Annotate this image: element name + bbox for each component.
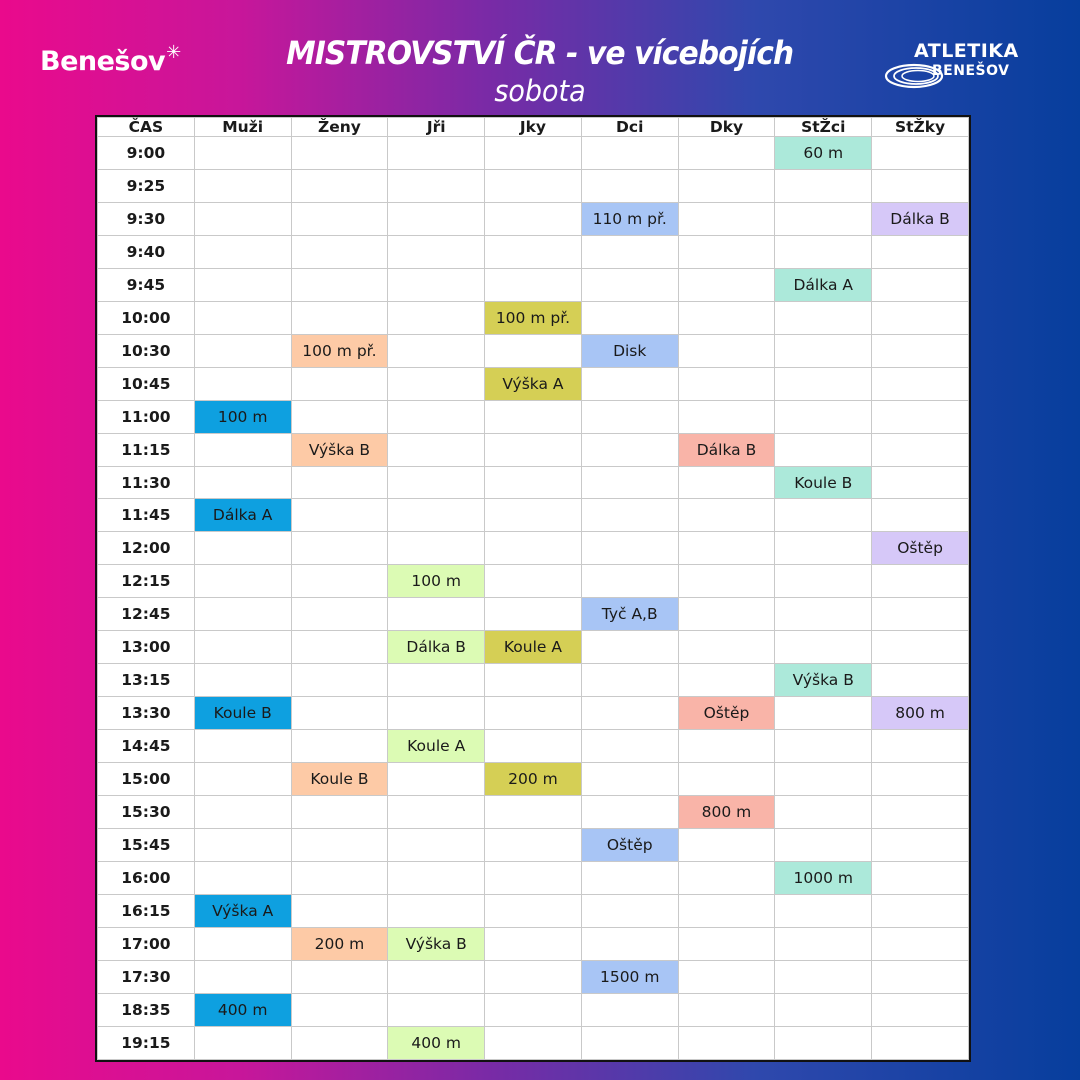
time-cell: 10:45 bbox=[98, 367, 195, 400]
empty-cell bbox=[872, 137, 969, 170]
event-cell: 400 m bbox=[194, 993, 291, 1026]
time-cell: 16:15 bbox=[98, 894, 195, 927]
empty-cell bbox=[194, 730, 291, 763]
empty-cell bbox=[388, 137, 485, 170]
empty-cell bbox=[872, 598, 969, 631]
table-row bbox=[98, 829, 969, 862]
empty-cell bbox=[388, 301, 485, 334]
sparkle-icon: ✳ bbox=[166, 42, 181, 63]
time-cell: 9:25 bbox=[98, 169, 195, 202]
empty-cell bbox=[388, 202, 485, 235]
empty-cell bbox=[194, 1026, 291, 1059]
empty-cell bbox=[581, 235, 678, 268]
empty-cell bbox=[291, 664, 388, 697]
empty-cell bbox=[388, 829, 485, 862]
empty-cell bbox=[678, 499, 775, 532]
table-row bbox=[98, 466, 969, 499]
empty-cell bbox=[194, 169, 291, 202]
empty-cell bbox=[194, 565, 291, 598]
time-cell: 9:00 bbox=[98, 137, 195, 170]
empty-cell bbox=[291, 993, 388, 1026]
empty-cell bbox=[775, 894, 872, 927]
time-cell: 10:00 bbox=[98, 301, 195, 334]
empty-cell bbox=[485, 532, 582, 565]
empty-cell bbox=[291, 796, 388, 829]
empty-cell bbox=[775, 993, 872, 1026]
empty-cell bbox=[581, 861, 678, 894]
empty-cell bbox=[678, 466, 775, 499]
empty-cell bbox=[678, 829, 775, 862]
time-cell: 13:15 bbox=[98, 664, 195, 697]
empty-cell bbox=[678, 1026, 775, 1059]
empty-cell bbox=[388, 993, 485, 1026]
atletika-benesov-logo bbox=[884, 40, 1024, 92]
empty-cell bbox=[581, 730, 678, 763]
empty-cell bbox=[775, 169, 872, 202]
empty-cell bbox=[291, 697, 388, 730]
empty-cell bbox=[775, 927, 872, 960]
empty-cell bbox=[291, 400, 388, 433]
time-cell: 9:30 bbox=[98, 202, 195, 235]
empty-cell bbox=[581, 565, 678, 598]
empty-cell bbox=[775, 235, 872, 268]
event-cell: Výška B bbox=[388, 927, 485, 960]
empty-cell bbox=[872, 400, 969, 433]
empty-cell bbox=[775, 960, 872, 993]
benesov-logo-text: Benešov bbox=[40, 46, 166, 77]
empty-cell bbox=[872, 796, 969, 829]
empty-cell bbox=[291, 532, 388, 565]
event-cell: 200 m bbox=[291, 927, 388, 960]
event-cell: 100 m bbox=[388, 565, 485, 598]
event-cell: 200 m bbox=[485, 763, 582, 796]
column-header: Ženy bbox=[291, 118, 388, 137]
empty-cell bbox=[485, 202, 582, 235]
time-cell: 11:30 bbox=[98, 466, 195, 499]
time-cell: 15:00 bbox=[98, 763, 195, 796]
empty-cell bbox=[291, 829, 388, 862]
schedule-body bbox=[98, 137, 969, 1060]
event-cell: 800 m bbox=[678, 796, 775, 829]
empty-cell bbox=[678, 927, 775, 960]
event-cell: Dálka A bbox=[194, 499, 291, 532]
column-header-time: ČAS bbox=[98, 118, 195, 137]
time-cell: 13:30 bbox=[98, 697, 195, 730]
event-cell: Oštěp bbox=[678, 697, 775, 730]
empty-cell bbox=[581, 268, 678, 301]
time-cell: 17:00 bbox=[98, 927, 195, 960]
event-cell: Koule A bbox=[485, 631, 582, 664]
empty-cell bbox=[194, 367, 291, 400]
empty-cell bbox=[775, 400, 872, 433]
column-header: StŽky bbox=[872, 118, 969, 137]
empty-cell bbox=[291, 598, 388, 631]
event-cell: Koule B bbox=[194, 697, 291, 730]
empty-cell bbox=[872, 894, 969, 927]
empty-cell bbox=[291, 499, 388, 532]
empty-cell bbox=[485, 334, 582, 367]
event-cell: Dálka B bbox=[388, 631, 485, 664]
empty-cell bbox=[194, 268, 291, 301]
empty-cell bbox=[485, 861, 582, 894]
empty-cell bbox=[485, 433, 582, 466]
empty-cell bbox=[581, 367, 678, 400]
empty-cell bbox=[678, 993, 775, 1026]
empty-cell bbox=[194, 301, 291, 334]
page-subtitle: sobota bbox=[494, 74, 586, 108]
empty-cell bbox=[485, 137, 582, 170]
empty-cell bbox=[388, 433, 485, 466]
empty-cell bbox=[775, 499, 872, 532]
empty-cell bbox=[581, 796, 678, 829]
empty-cell bbox=[678, 169, 775, 202]
empty-cell bbox=[485, 829, 582, 862]
empty-cell bbox=[581, 169, 678, 202]
empty-cell bbox=[291, 1026, 388, 1059]
empty-cell bbox=[388, 664, 485, 697]
empty-cell bbox=[678, 631, 775, 664]
empty-cell bbox=[581, 532, 678, 565]
empty-cell bbox=[291, 202, 388, 235]
empty-cell bbox=[872, 664, 969, 697]
table-row bbox=[98, 367, 969, 400]
benesov-text: BENEŠOV bbox=[932, 63, 1010, 79]
table-row bbox=[98, 202, 969, 235]
empty-cell bbox=[678, 763, 775, 796]
event-cell: 1500 m bbox=[581, 960, 678, 993]
table-row bbox=[98, 894, 969, 927]
table-row bbox=[98, 137, 969, 170]
table-row bbox=[98, 1026, 969, 1059]
empty-cell bbox=[291, 730, 388, 763]
empty-cell bbox=[678, 960, 775, 993]
event-cell: Dálka B bbox=[872, 202, 969, 235]
empty-cell bbox=[581, 927, 678, 960]
empty-cell bbox=[388, 334, 485, 367]
empty-cell bbox=[872, 433, 969, 466]
empty-cell bbox=[581, 894, 678, 927]
empty-cell bbox=[388, 532, 485, 565]
time-cell: 9:40 bbox=[98, 235, 195, 268]
event-cell: Dálka B bbox=[678, 433, 775, 466]
empty-cell bbox=[485, 499, 582, 532]
empty-cell bbox=[872, 169, 969, 202]
event-cell: Oštěp bbox=[581, 829, 678, 862]
empty-cell bbox=[388, 499, 485, 532]
page-title: MISTROVSTVÍ ČR - ve vícebojích bbox=[286, 34, 794, 72]
time-cell: 12:15 bbox=[98, 565, 195, 598]
empty-cell bbox=[485, 730, 582, 763]
empty-cell bbox=[388, 169, 485, 202]
empty-cell bbox=[581, 137, 678, 170]
empty-cell bbox=[678, 367, 775, 400]
empty-cell bbox=[194, 927, 291, 960]
column-header: Muži bbox=[194, 118, 291, 137]
table-row bbox=[98, 927, 969, 960]
empty-cell bbox=[581, 763, 678, 796]
empty-cell bbox=[485, 235, 582, 268]
table-row bbox=[98, 169, 969, 202]
empty-cell bbox=[194, 861, 291, 894]
empty-cell bbox=[872, 763, 969, 796]
column-header: StŽci bbox=[775, 118, 872, 137]
event-cell: Výška A bbox=[485, 367, 582, 400]
empty-cell bbox=[775, 202, 872, 235]
empty-cell bbox=[775, 532, 872, 565]
table-row bbox=[98, 631, 969, 664]
empty-cell bbox=[581, 499, 678, 532]
empty-cell bbox=[291, 861, 388, 894]
empty-cell bbox=[485, 1026, 582, 1059]
table-row bbox=[98, 235, 969, 268]
empty-cell bbox=[291, 235, 388, 268]
empty-cell bbox=[485, 664, 582, 697]
table-row bbox=[98, 960, 969, 993]
event-cell: Koule A bbox=[388, 730, 485, 763]
empty-cell bbox=[388, 367, 485, 400]
empty-cell bbox=[388, 763, 485, 796]
empty-cell bbox=[194, 532, 291, 565]
empty-cell bbox=[291, 268, 388, 301]
event-cell: Výška A bbox=[194, 894, 291, 927]
empty-cell bbox=[194, 433, 291, 466]
empty-cell bbox=[194, 334, 291, 367]
empty-cell bbox=[678, 202, 775, 235]
table-row bbox=[98, 861, 969, 894]
empty-cell bbox=[194, 137, 291, 170]
empty-cell bbox=[581, 1026, 678, 1059]
column-header: Jři bbox=[388, 118, 485, 137]
empty-cell bbox=[485, 268, 582, 301]
empty-cell bbox=[775, 631, 872, 664]
empty-cell bbox=[775, 730, 872, 763]
empty-cell bbox=[291, 169, 388, 202]
empty-cell bbox=[775, 334, 872, 367]
event-cell: 100 m př. bbox=[291, 334, 388, 367]
time-cell: 11:15 bbox=[98, 433, 195, 466]
empty-cell bbox=[872, 927, 969, 960]
empty-cell bbox=[872, 861, 969, 894]
empty-cell bbox=[485, 400, 582, 433]
empty-cell bbox=[775, 796, 872, 829]
event-cell: 100 m bbox=[194, 400, 291, 433]
table-row bbox=[98, 499, 969, 532]
empty-cell bbox=[194, 664, 291, 697]
empty-cell bbox=[872, 301, 969, 334]
empty-cell bbox=[678, 532, 775, 565]
empty-cell bbox=[678, 861, 775, 894]
table-row bbox=[98, 400, 969, 433]
empty-cell bbox=[775, 367, 872, 400]
empty-cell bbox=[872, 334, 969, 367]
empty-cell bbox=[872, 499, 969, 532]
empty-cell bbox=[581, 631, 678, 664]
empty-cell bbox=[775, 433, 872, 466]
table-row bbox=[98, 763, 969, 796]
empty-cell bbox=[678, 400, 775, 433]
table-row bbox=[98, 796, 969, 829]
event-cell: Koule B bbox=[291, 763, 388, 796]
empty-cell bbox=[775, 301, 872, 334]
empty-cell bbox=[388, 235, 485, 268]
event-cell: Oštěp bbox=[872, 532, 969, 565]
empty-cell bbox=[581, 433, 678, 466]
empty-cell bbox=[678, 334, 775, 367]
empty-cell bbox=[194, 235, 291, 268]
empty-cell bbox=[485, 796, 582, 829]
time-cell: 9:45 bbox=[98, 268, 195, 301]
empty-cell bbox=[678, 565, 775, 598]
empty-cell bbox=[291, 301, 388, 334]
time-cell: 18:35 bbox=[98, 993, 195, 1026]
empty-cell bbox=[581, 993, 678, 1026]
empty-cell bbox=[194, 202, 291, 235]
empty-cell bbox=[485, 927, 582, 960]
empty-cell bbox=[194, 763, 291, 796]
empty-cell bbox=[291, 137, 388, 170]
event-cell: Dálka A bbox=[775, 268, 872, 301]
empty-cell bbox=[872, 829, 969, 862]
event-cell: Disk bbox=[581, 334, 678, 367]
empty-cell bbox=[678, 894, 775, 927]
table-row bbox=[98, 697, 969, 730]
empty-cell bbox=[872, 730, 969, 763]
empty-cell bbox=[291, 894, 388, 927]
empty-cell bbox=[485, 598, 582, 631]
empty-cell bbox=[388, 861, 485, 894]
table-row bbox=[98, 334, 969, 367]
empty-cell bbox=[872, 466, 969, 499]
empty-cell bbox=[678, 235, 775, 268]
time-cell: 16:00 bbox=[98, 861, 195, 894]
empty-cell bbox=[872, 631, 969, 664]
empty-cell bbox=[388, 598, 485, 631]
time-cell: 15:30 bbox=[98, 796, 195, 829]
empty-cell bbox=[775, 697, 872, 730]
empty-cell bbox=[485, 169, 582, 202]
empty-cell bbox=[388, 796, 485, 829]
time-cell: 12:45 bbox=[98, 598, 195, 631]
table-row bbox=[98, 532, 969, 565]
empty-cell bbox=[194, 631, 291, 664]
empty-cell bbox=[388, 466, 485, 499]
empty-cell bbox=[872, 565, 969, 598]
empty-cell bbox=[388, 894, 485, 927]
table-row bbox=[98, 268, 969, 301]
event-cell: Tyč A,B bbox=[581, 598, 678, 631]
empty-cell bbox=[291, 631, 388, 664]
empty-cell bbox=[291, 565, 388, 598]
event-cell: 60 m bbox=[775, 137, 872, 170]
table-row bbox=[98, 993, 969, 1026]
time-cell: 14:45 bbox=[98, 730, 195, 763]
event-cell: 400 m bbox=[388, 1026, 485, 1059]
event-cell: Výška B bbox=[775, 664, 872, 697]
column-header: Jky bbox=[485, 118, 582, 137]
empty-cell bbox=[872, 1026, 969, 1059]
event-cell: 100 m př. bbox=[485, 301, 582, 334]
empty-cell bbox=[678, 301, 775, 334]
time-cell: 17:30 bbox=[98, 960, 195, 993]
time-cell: 13:00 bbox=[98, 631, 195, 664]
table-row bbox=[98, 730, 969, 763]
empty-cell bbox=[485, 565, 582, 598]
time-cell: 11:00 bbox=[98, 400, 195, 433]
empty-cell bbox=[872, 960, 969, 993]
empty-cell bbox=[872, 268, 969, 301]
empty-cell bbox=[678, 268, 775, 301]
atletika-text: ATLETIKA bbox=[914, 40, 1019, 62]
column-header: Dky bbox=[678, 118, 775, 137]
empty-cell bbox=[775, 763, 872, 796]
event-cell: 110 m př. bbox=[581, 202, 678, 235]
table-row bbox=[98, 664, 969, 697]
empty-cell bbox=[485, 697, 582, 730]
empty-cell bbox=[485, 466, 582, 499]
time-cell: 11:45 bbox=[98, 499, 195, 532]
empty-cell bbox=[485, 993, 582, 1026]
empty-cell bbox=[678, 730, 775, 763]
empty-cell bbox=[388, 960, 485, 993]
table-row bbox=[98, 301, 969, 334]
empty-cell bbox=[485, 894, 582, 927]
empty-cell bbox=[291, 960, 388, 993]
empty-cell bbox=[872, 235, 969, 268]
empty-cell bbox=[872, 367, 969, 400]
event-cell: Koule B bbox=[775, 466, 872, 499]
event-cell: 1000 m bbox=[775, 861, 872, 894]
empty-cell bbox=[581, 301, 678, 334]
empty-cell bbox=[678, 137, 775, 170]
empty-cell bbox=[581, 664, 678, 697]
empty-cell bbox=[194, 829, 291, 862]
event-cell: Výška B bbox=[291, 433, 388, 466]
table-row bbox=[98, 433, 969, 466]
column-header: Dci bbox=[581, 118, 678, 137]
empty-cell bbox=[775, 565, 872, 598]
empty-cell bbox=[388, 268, 485, 301]
empty-cell bbox=[775, 1026, 872, 1059]
empty-cell bbox=[194, 796, 291, 829]
empty-cell bbox=[194, 598, 291, 631]
empty-cell bbox=[291, 367, 388, 400]
empty-cell bbox=[678, 598, 775, 631]
empty-cell bbox=[291, 466, 388, 499]
empty-cell bbox=[872, 993, 969, 1026]
empty-cell bbox=[388, 697, 485, 730]
empty-cell bbox=[775, 829, 872, 862]
time-cell: 15:45 bbox=[98, 829, 195, 862]
time-cell: 10:30 bbox=[98, 334, 195, 367]
schedule-table bbox=[95, 115, 971, 1062]
empty-cell bbox=[581, 466, 678, 499]
event-cell: 800 m bbox=[872, 697, 969, 730]
empty-cell bbox=[678, 664, 775, 697]
table-row bbox=[98, 598, 969, 631]
time-cell: 19:15 bbox=[98, 1026, 195, 1059]
table-row bbox=[98, 565, 969, 598]
empty-cell bbox=[581, 697, 678, 730]
header-row bbox=[98, 118, 969, 137]
time-cell: 12:00 bbox=[98, 532, 195, 565]
empty-cell bbox=[388, 400, 485, 433]
empty-cell bbox=[581, 400, 678, 433]
empty-cell bbox=[194, 466, 291, 499]
empty-cell bbox=[194, 960, 291, 993]
empty-cell bbox=[485, 960, 582, 993]
empty-cell bbox=[775, 598, 872, 631]
